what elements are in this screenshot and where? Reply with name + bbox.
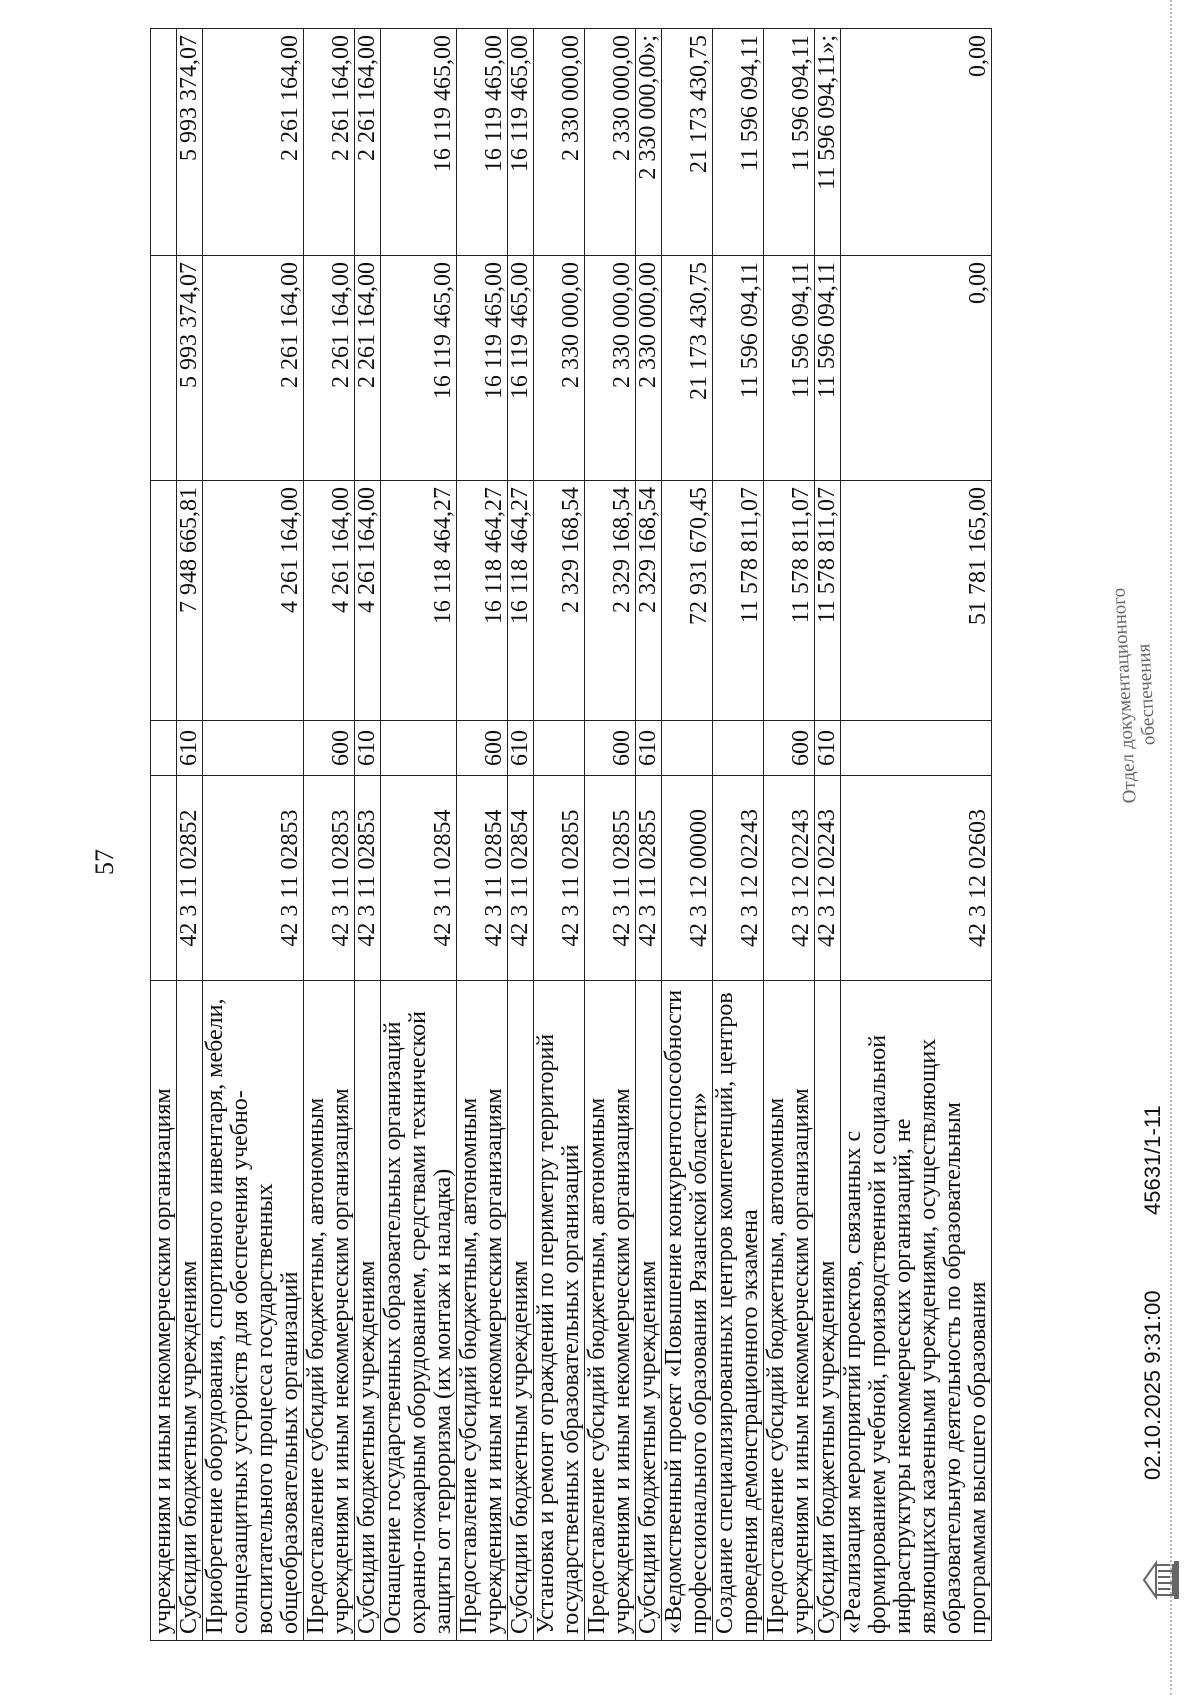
row-value-2-cell: 16 119 465,00 (508, 256, 534, 481)
table-row (508, 29, 534, 1641)
stamp-line-2: обеспечения (1133, 643, 1160, 746)
stamp-line-1: Отдел документационного (1108, 587, 1141, 804)
row-value-1-cell: 4 261 164,00 (203, 481, 304, 721)
row-name-cell: Субсидии бюджетным учреждениям (355, 981, 381, 1641)
row-expense-type-cell (151, 721, 177, 776)
row-value-2-cell: 2 330 000,00 (585, 256, 636, 481)
row-value-1-cell: 2 329 168,54 (636, 481, 662, 721)
row-name-cell: Предоставление субсидий бюджетным, автономным учреждениям и иным некоммерческим организациям (304, 981, 355, 1641)
row-name-cell: Оснащение государственных образовательных организаций охранно-пожарным оборудованием, средствами технической защиты от терроризма (их монтаж и наладка) (381, 981, 457, 1641)
row-code-cell: 42 3 11 02853 (304, 776, 355, 981)
row-code-cell: 42 3 12 02243 (764, 776, 815, 981)
row-name-cell: Субсидии бюджетным учреждениям (815, 981, 841, 1641)
footer-doc-number: 45631/1-11 (1140, 1105, 1165, 1215)
page-number: 57 (90, 849, 119, 875)
row-expense-type-cell (534, 721, 585, 776)
row-expense-type-cell: 610 (636, 721, 662, 776)
row-value-1-cell: 51 781 165,00 (841, 481, 992, 721)
row-value-1-cell (151, 481, 177, 721)
row-value-1-cell: 72 931 670,45 (662, 481, 713, 721)
row-name-cell: Предоставление субсидий бюджетным, автономным учреждениям и иным некоммерческим организациям (585, 981, 636, 1641)
table-row (841, 29, 992, 1641)
table-row (713, 29, 764, 1641)
row-name-cell: «Ведомственный проект «Повышение конкурентоспособности профессионального образования Рязанской области» (662, 981, 713, 1641)
row-value-3-cell: 2 330 000,00 (585, 29, 636, 256)
row-value-3-cell: 2 330 000,00 (534, 29, 585, 256)
row-code-cell: 42 3 11 02852 (177, 776, 203, 981)
scan-artifact-line (1170, 0, 1172, 1695)
row-value-2-cell: 11 596 094,11 (764, 256, 815, 481)
row-value-3-cell: 16 119 465,00 (381, 29, 457, 256)
row-code-cell: 42 3 11 02853 (203, 776, 304, 981)
row-value-2-cell: 2 261 164,00 (203, 256, 304, 481)
table-row (203, 29, 304, 1641)
row-value-2-cell: 16 119 465,00 (381, 256, 457, 481)
row-code-cell: 42 3 11 02855 (636, 776, 662, 981)
row-value-3-cell: 5 993 374,07 (177, 29, 203, 256)
row-value-2-cell: 2 330 000,00 (534, 256, 585, 481)
row-value-2-cell: 21 173 430,75 (662, 256, 713, 481)
row-expense-type-cell (713, 721, 764, 776)
row-value-3-cell: 2 261 164,00 (203, 29, 304, 256)
budget-table (150, 28, 992, 1641)
row-value-2-cell: 2 330 000,00 (636, 256, 662, 481)
row-expense-type-cell (381, 721, 457, 776)
table-row (355, 29, 381, 1641)
row-expense-type-cell: 600 (457, 721, 508, 776)
table-row (585, 29, 636, 1641)
row-code-cell: 42 3 12 00000 (662, 776, 713, 981)
row-name-cell: Создание специализированных центров компетенций, центров проведения демонстрационного экзамена (713, 981, 764, 1641)
row-code-cell: 42 3 11 02854 (457, 776, 508, 981)
row-value-1-cell: 11 578 811,07 (713, 481, 764, 721)
row-name-cell: Установка и ремонт ограждений по периметру территорий государственных образовательных организаций (534, 981, 585, 1641)
row-value-3-cell: 2 261 164,00 (304, 29, 355, 256)
row-code-cell: 42 3 11 02854 (508, 776, 534, 981)
table-row (662, 29, 713, 1641)
table-row (636, 29, 662, 1641)
row-code-cell: 42 3 11 02855 (534, 776, 585, 981)
table-row (381, 29, 457, 1641)
row-expense-type-cell (841, 721, 992, 776)
row-name-cell: Субсидии бюджетным учреждениям (508, 981, 534, 1641)
row-code-cell: 42 3 11 02854 (381, 776, 457, 981)
row-name-cell: «Реализация мероприятий проектов, связанных с формированием учебной, производственной и социальной инфраструктуры некоммерческих организаций, не являющихся казенными учреждениями, осуществляющих образовательную деятельность по образовательным программам высшего образования (841, 981, 992, 1641)
row-code-cell: 42 3 11 02855 (585, 776, 636, 981)
row-value-2-cell: 11 596 094,11 (815, 256, 841, 481)
row-name-cell: Предоставление субсидий бюджетным, автономным учреждениям и иным некоммерческим организациям (457, 981, 508, 1641)
row-value-3-cell: 0,00 (841, 29, 992, 256)
row-value-2-cell: 2 261 164,00 (304, 256, 355, 481)
table-row (304, 29, 355, 1641)
row-value-3-cell: 11 596 094,11»; (815, 29, 841, 256)
row-expense-type-cell: 600 (764, 721, 815, 776)
row-name-cell: Субсидии бюджетным учреждениям (636, 981, 662, 1641)
row-value-2-cell: 0,00 (841, 256, 992, 481)
row-value-1-cell: 16 118 464,27 (457, 481, 508, 721)
row-code-cell (151, 776, 177, 981)
table-row (534, 29, 585, 1641)
department-stamp (1107, 554, 1166, 836)
table-row (457, 29, 508, 1641)
row-expense-type-cell (662, 721, 713, 776)
row-value-1-cell: 16 118 464,27 (508, 481, 534, 721)
row-value-1-cell: 7 948 665,81 (177, 481, 203, 721)
duma-building-icon (1136, 1557, 1182, 1603)
row-code-cell: 42 3 11 02853 (355, 776, 381, 981)
row-value-3-cell: 2 261 164,00 (355, 29, 381, 256)
row-expense-type-cell: 600 (585, 721, 636, 776)
row-value-1-cell: 2 329 168,54 (534, 481, 585, 721)
table-row (177, 29, 203, 1641)
row-value-2-cell: 2 261 164,00 (355, 256, 381, 481)
table-row (815, 29, 841, 1641)
row-name-cell: Субсидии бюджетным учреждениям (177, 981, 203, 1641)
row-expense-type-cell (203, 721, 304, 776)
table-row (764, 29, 815, 1641)
row-value-3-cell: 2 330 000,00»; (636, 29, 662, 256)
row-value-3-cell: 11 596 094,11 (764, 29, 815, 256)
row-value-1-cell: 2 329 168,54 (585, 481, 636, 721)
row-expense-type-cell: 610 (355, 721, 381, 776)
row-value-3-cell: 16 119 465,00 (457, 29, 508, 256)
row-code-cell: 42 3 12 02603 (841, 776, 992, 981)
row-value-3-cell: 11 596 094,11 (713, 29, 764, 256)
row-value-2-cell: 16 119 465,00 (457, 256, 508, 481)
row-code-cell: 42 3 12 02243 (713, 776, 764, 981)
page-footer (1100, 0, 1200, 1695)
row-expense-type-cell: 610 (177, 721, 203, 776)
row-value-3-cell (151, 29, 177, 256)
row-name-cell: Предоставление субсидий бюджетным, автономным учреждениям и иным некоммерческим организациям (764, 981, 815, 1641)
row-value-1-cell: 4 261 164,00 (355, 481, 381, 721)
row-value-3-cell: 21 173 430,75 (662, 29, 713, 256)
row-value-1-cell: 11 578 811,07 (815, 481, 841, 721)
row-value-2-cell: 5 993 374,07 (177, 256, 203, 481)
row-value-2-cell (151, 256, 177, 481)
row-value-1-cell: 4 261 164,00 (304, 481, 355, 721)
row-value-1-cell: 16 118 464,27 (381, 481, 457, 721)
row-value-2-cell: 11 596 094,11 (713, 256, 764, 481)
table-row (151, 29, 177, 1641)
row-name-cell: Приобретение оборудования, спортивного инвентаря, мебели, солнцезащитных устройств для обеспечения учебно-воспитательного процесса государственных общеобразовательных организаций (203, 981, 304, 1641)
footer-date: 02.10.2025 9:31:00 (1140, 1290, 1165, 1480)
row-expense-type-cell: 610 (815, 721, 841, 776)
row-value-3-cell: 16 119 465,00 (508, 29, 534, 256)
row-expense-type-cell: 600 (304, 721, 355, 776)
row-code-cell: 42 3 12 02243 (815, 776, 841, 981)
row-name-cell: учреждениям и иным некоммерческим организациям (151, 981, 177, 1641)
row-expense-type-cell: 610 (508, 721, 534, 776)
row-value-1-cell: 11 578 811,07 (764, 481, 815, 721)
